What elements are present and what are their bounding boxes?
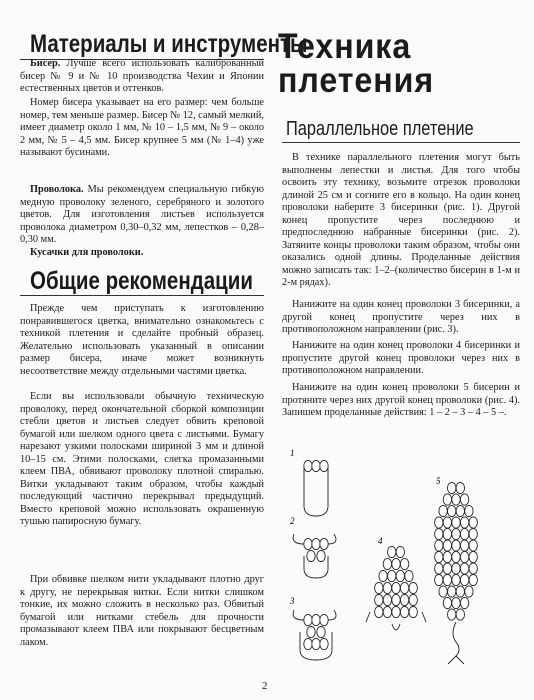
wire-text: Мы рекомендуем специальную гибкую медную проволоку зеленого, серебряного и золотого цветов. Для изготовления листьев используется проволока диаметром 0,30–0,32 мм, лепестков – 0,28–0,30 мм. — [20, 184, 264, 246]
figure-5-bead — [452, 563, 460, 574]
beading-diagram — [286, 444, 516, 674]
figure-3-label: 3 — [290, 596, 295, 606]
figure-1-bead — [320, 460, 328, 471]
figure-5-bead — [452, 597, 460, 608]
figure-5-bead — [443, 528, 451, 539]
figure-3-bead-row1 — [312, 614, 320, 625]
figure-5-bead — [456, 609, 464, 620]
figure-5-bead — [469, 528, 477, 539]
figure-3-bead-row3 — [304, 638, 312, 649]
figure-4-label: 4 — [378, 536, 383, 546]
parallel-paragraph-2: Нанижите на один конец проволоки 3 бисеринки, а другой конец пропустите через них в противоположном направлении (рис. 3). — [282, 299, 520, 336]
figure-1-bead — [312, 460, 320, 471]
figure-5-bead — [439, 586, 447, 597]
figure-4-bead — [400, 582, 408, 593]
figure-5-bead — [443, 494, 451, 505]
figure-4-bead — [400, 594, 408, 605]
general-paragraph-2: Если вы использовали обычную техническую проволоку, перед окончательной сборкой композиции стебли цветов и листьев следует обвить креповой бумагой или шелком одного цвета с листьями. Бумагу нарезают узкими полосками шириной 3 мм и длиной 10–15 см. Этими полосками, слегка промазанными клеем ПВА, обвивают проволоку плотной спиралью. Витки укладывают таким образом, чтобы каждый последующий частично перекрывал предыдущий. Вместо креповой можно использовать окрашенную тушью папиросную бумагу. — [20, 391, 264, 528]
figure-2-label: 2 — [290, 516, 295, 526]
figure-5-bead — [443, 563, 451, 574]
figure-5-bead — [443, 517, 451, 528]
wire-paragraph — [20, 184, 264, 247]
figure-4-bead — [383, 594, 391, 605]
figure-3-bead-row3 — [320, 638, 328, 649]
figure-5-bead — [448, 482, 456, 493]
general-rule — [20, 295, 264, 296]
figure-5-bead — [460, 574, 468, 585]
figure-4-bead — [379, 570, 387, 581]
figure-5-bead — [443, 574, 451, 585]
figure-5-bead — [435, 528, 443, 539]
figure-4-bead — [409, 582, 417, 593]
figure-4-bead — [392, 606, 400, 617]
figure-3-bead-row3 — [312, 638, 320, 649]
figure-4-bead — [396, 546, 404, 557]
figure-5-bead — [460, 494, 468, 505]
figure-5-bead — [465, 505, 473, 516]
wire-label: Проволока. — [30, 184, 84, 195]
figure-5-bead — [456, 482, 464, 493]
figure-5-label: 5 — [436, 476, 441, 486]
figure-3-bead-row1 — [304, 614, 312, 625]
figure-4-bead — [375, 594, 383, 605]
figure-4-bead — [409, 594, 417, 605]
figure-5-bead — [456, 505, 464, 516]
figure-3-bead-row2 — [317, 626, 325, 637]
figure-5-bead — [460, 551, 468, 562]
parallel-rule — [282, 142, 520, 143]
figure-4-wire — [392, 624, 400, 630]
figure-4-bead — [375, 606, 383, 617]
cutters-label: Кусачки для проволоки. — [30, 247, 144, 258]
figure-4-bead — [392, 594, 400, 605]
figure-5-bead — [435, 551, 443, 562]
figure-5-bead — [452, 494, 460, 505]
figure-5-bead — [452, 540, 460, 551]
figure-5-bead — [435, 563, 443, 574]
figure-5-bead — [452, 551, 460, 562]
figure-4-bead — [405, 570, 413, 581]
figure-1-wire — [304, 466, 328, 516]
figure-4-bead — [392, 582, 400, 593]
figure-5-bead — [456, 586, 464, 597]
figure-1-label: 1 — [290, 448, 295, 458]
figure-5-bead — [448, 505, 456, 516]
parallel-paragraph-1: В технике параллельного плетения могут быть выполнены лепестки и листья. Для того чтобы освоить эту технику, возьмите отрезок проволоки длиной 25 см и согните его в кольцо. На один конец проволоки наберите 3 бисеринки (рис. 1). Другой конец пропустите через последнюю и предпоследнюю набранные бисеринки (рис. 2). Затяните концы проволоки таким образом, чтобы они оказались одной длины. Проделанные действия можно записать так: 1–2–(количество бисерин в 1-м и 2-м рядах). — [282, 152, 520, 289]
figure-5-bead — [439, 505, 447, 516]
figure-4-bead — [383, 582, 391, 593]
parallel-paragraph-4: Нанижите на один конец проволоки 5 бисерин и протяните через них другой конец проволоки (рис. 4). Запишем проделанные действия: 1 – 2 – 3 – 4 – 5 –. — [282, 382, 520, 419]
figure-5-bead — [452, 574, 460, 585]
figure-4-bead — [400, 606, 408, 617]
figure-4-bead — [409, 606, 417, 617]
figure-5-bead — [465, 586, 473, 597]
figure-5-bead — [460, 563, 468, 574]
figure-1-bead — [304, 460, 312, 471]
figure-5-bead — [443, 597, 451, 608]
technique-title-line-2: плетения — [278, 61, 435, 100]
figure-5-bead — [452, 517, 460, 528]
figure-2-bead-row2 — [307, 550, 315, 561]
figure-5-bead — [452, 528, 460, 539]
page-number: 2 — [262, 680, 268, 692]
figure-5-bead — [443, 551, 451, 562]
figure-5-bead — [448, 586, 456, 597]
figure-2-bead-row1 — [320, 538, 328, 549]
beads-label: Бисер. — [30, 58, 61, 69]
beads-paragraph — [20, 58, 264, 96]
figure-3-bead-row1 — [320, 614, 328, 625]
figure-5-bead — [435, 517, 443, 528]
general-paragraph-1: Прежде чем приступать к изготовлению понравившегося цветка, внимательно ознакомьтесь с техникой плетения и сделайте пробный образец. Желательно использовать указанный в описании размер бисера, иначе может возникнуть несоответствие между отдельными частями цветка. — [20, 303, 264, 377]
figure-5-bead — [469, 563, 477, 574]
figure-2-bead-row1 — [312, 538, 320, 549]
figure-5-bead — [469, 540, 477, 551]
figure-4-bead — [388, 546, 396, 557]
figure-4-bead — [392, 558, 400, 569]
parallel-paragraph-3: Нанижите на один конец проволоки 4 бисеринки и пропустите другой конец проволоки через них в противоположном направлении. — [282, 340, 520, 377]
figure-3-bead-row2 — [307, 626, 315, 637]
figure-5-bead — [469, 517, 477, 528]
figure-5-bead — [460, 528, 468, 539]
figure-5-bead — [460, 597, 468, 608]
figure-4-bead — [383, 558, 391, 569]
figure-4-bead — [383, 606, 391, 617]
technique-title-line-1: Техника — [278, 27, 412, 66]
figure-5-bead — [435, 574, 443, 585]
figure-5-wire — [448, 622, 464, 664]
figure-4-bead — [400, 558, 408, 569]
beads-text: Лучше всего использовать калиброванный бисер № 9 и № 10 производства Чехии и Японии естественных цветов и оттенков. — [20, 58, 264, 95]
figure-2-bead-row2 — [317, 550, 325, 561]
figure-5-bead — [460, 540, 468, 551]
materials-heading: Материалы и инструменты — [30, 30, 308, 58]
beads-number-paragraph: Номер бисера указывает на его размер: чем больше номер, тем меньше размер. Бисер № 12, самый мелкий, имеет диаметр около 1 мм, № 10 – 1,5 мм, № 9 – около 2 мм, № 5 – 4,5 мм. Бисер крупнее 5 мм (№ 1–4) уже называют бусинами. — [20, 97, 264, 159]
general-heading: Общие рекомендации — [30, 267, 253, 295]
figure-5-bead — [469, 551, 477, 562]
figure-5-bead — [460, 517, 468, 528]
figure-4-bead — [388, 570, 396, 581]
parallel-heading: Параллельное плетение — [286, 118, 474, 140]
figure-5-bead — [469, 574, 477, 585]
general-paragraph-3: При обвивке шелком нити укладывают плотно друг к другу, не перекрывая витки. Если нитки слишком тонкие, их можно сложить в несколько раз. Обвитый бумагой или нитками стебель для прочности промазывают клеем ПВА или покрывают бесцветным лаком. — [20, 574, 264, 648]
figure-4-bead — [375, 582, 383, 593]
figure-4-bead — [396, 570, 404, 581]
figure-2-bead-row1 — [304, 538, 312, 549]
figure-5-bead — [443, 540, 451, 551]
figure-5-bead — [435, 540, 443, 551]
figure-5-bead — [448, 609, 456, 620]
